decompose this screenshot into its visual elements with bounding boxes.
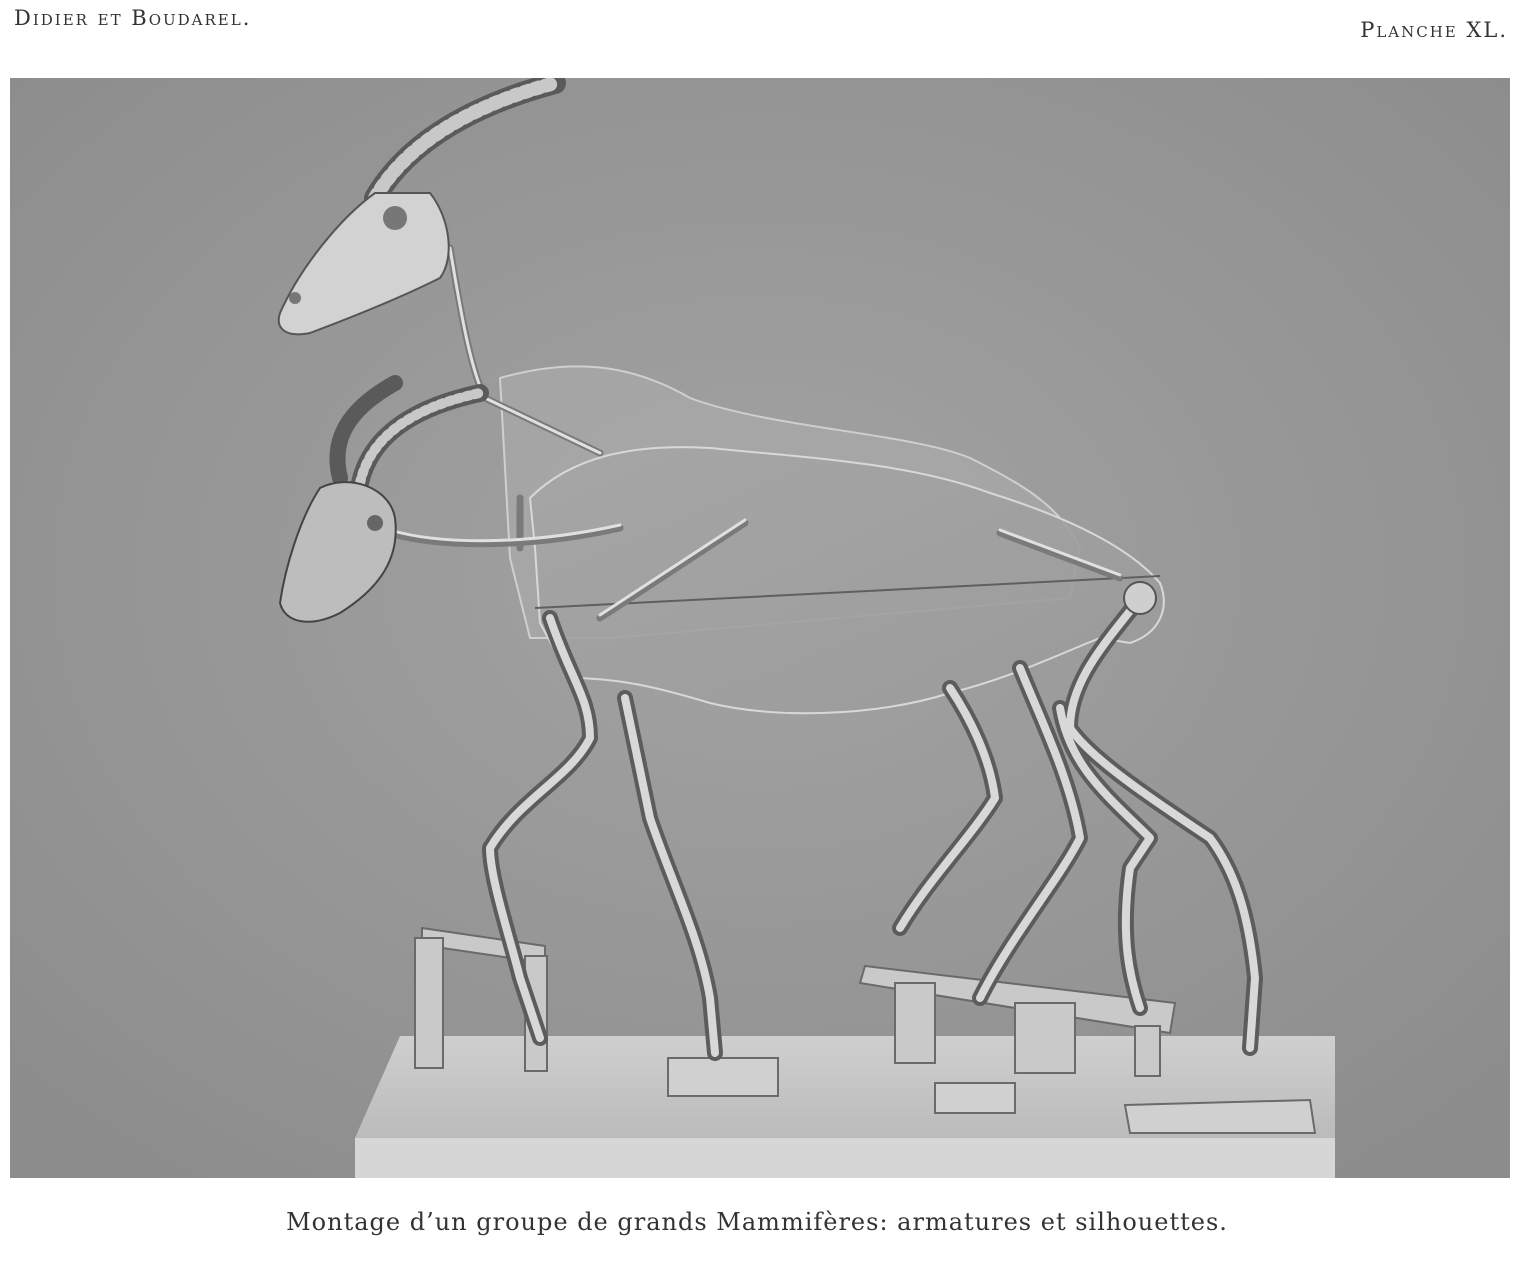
plate-number-header: Planche XL. xyxy=(1360,18,1508,42)
armature-illustration xyxy=(10,78,1510,1178)
photograph xyxy=(10,78,1510,1178)
plate-author-header: Didier et Boudarel. xyxy=(14,6,252,30)
plate-caption: Montage d’un groupe de grands Mammifères: armatures et silhouettes. xyxy=(286,1208,1228,1236)
hip-joint xyxy=(1124,582,1156,614)
